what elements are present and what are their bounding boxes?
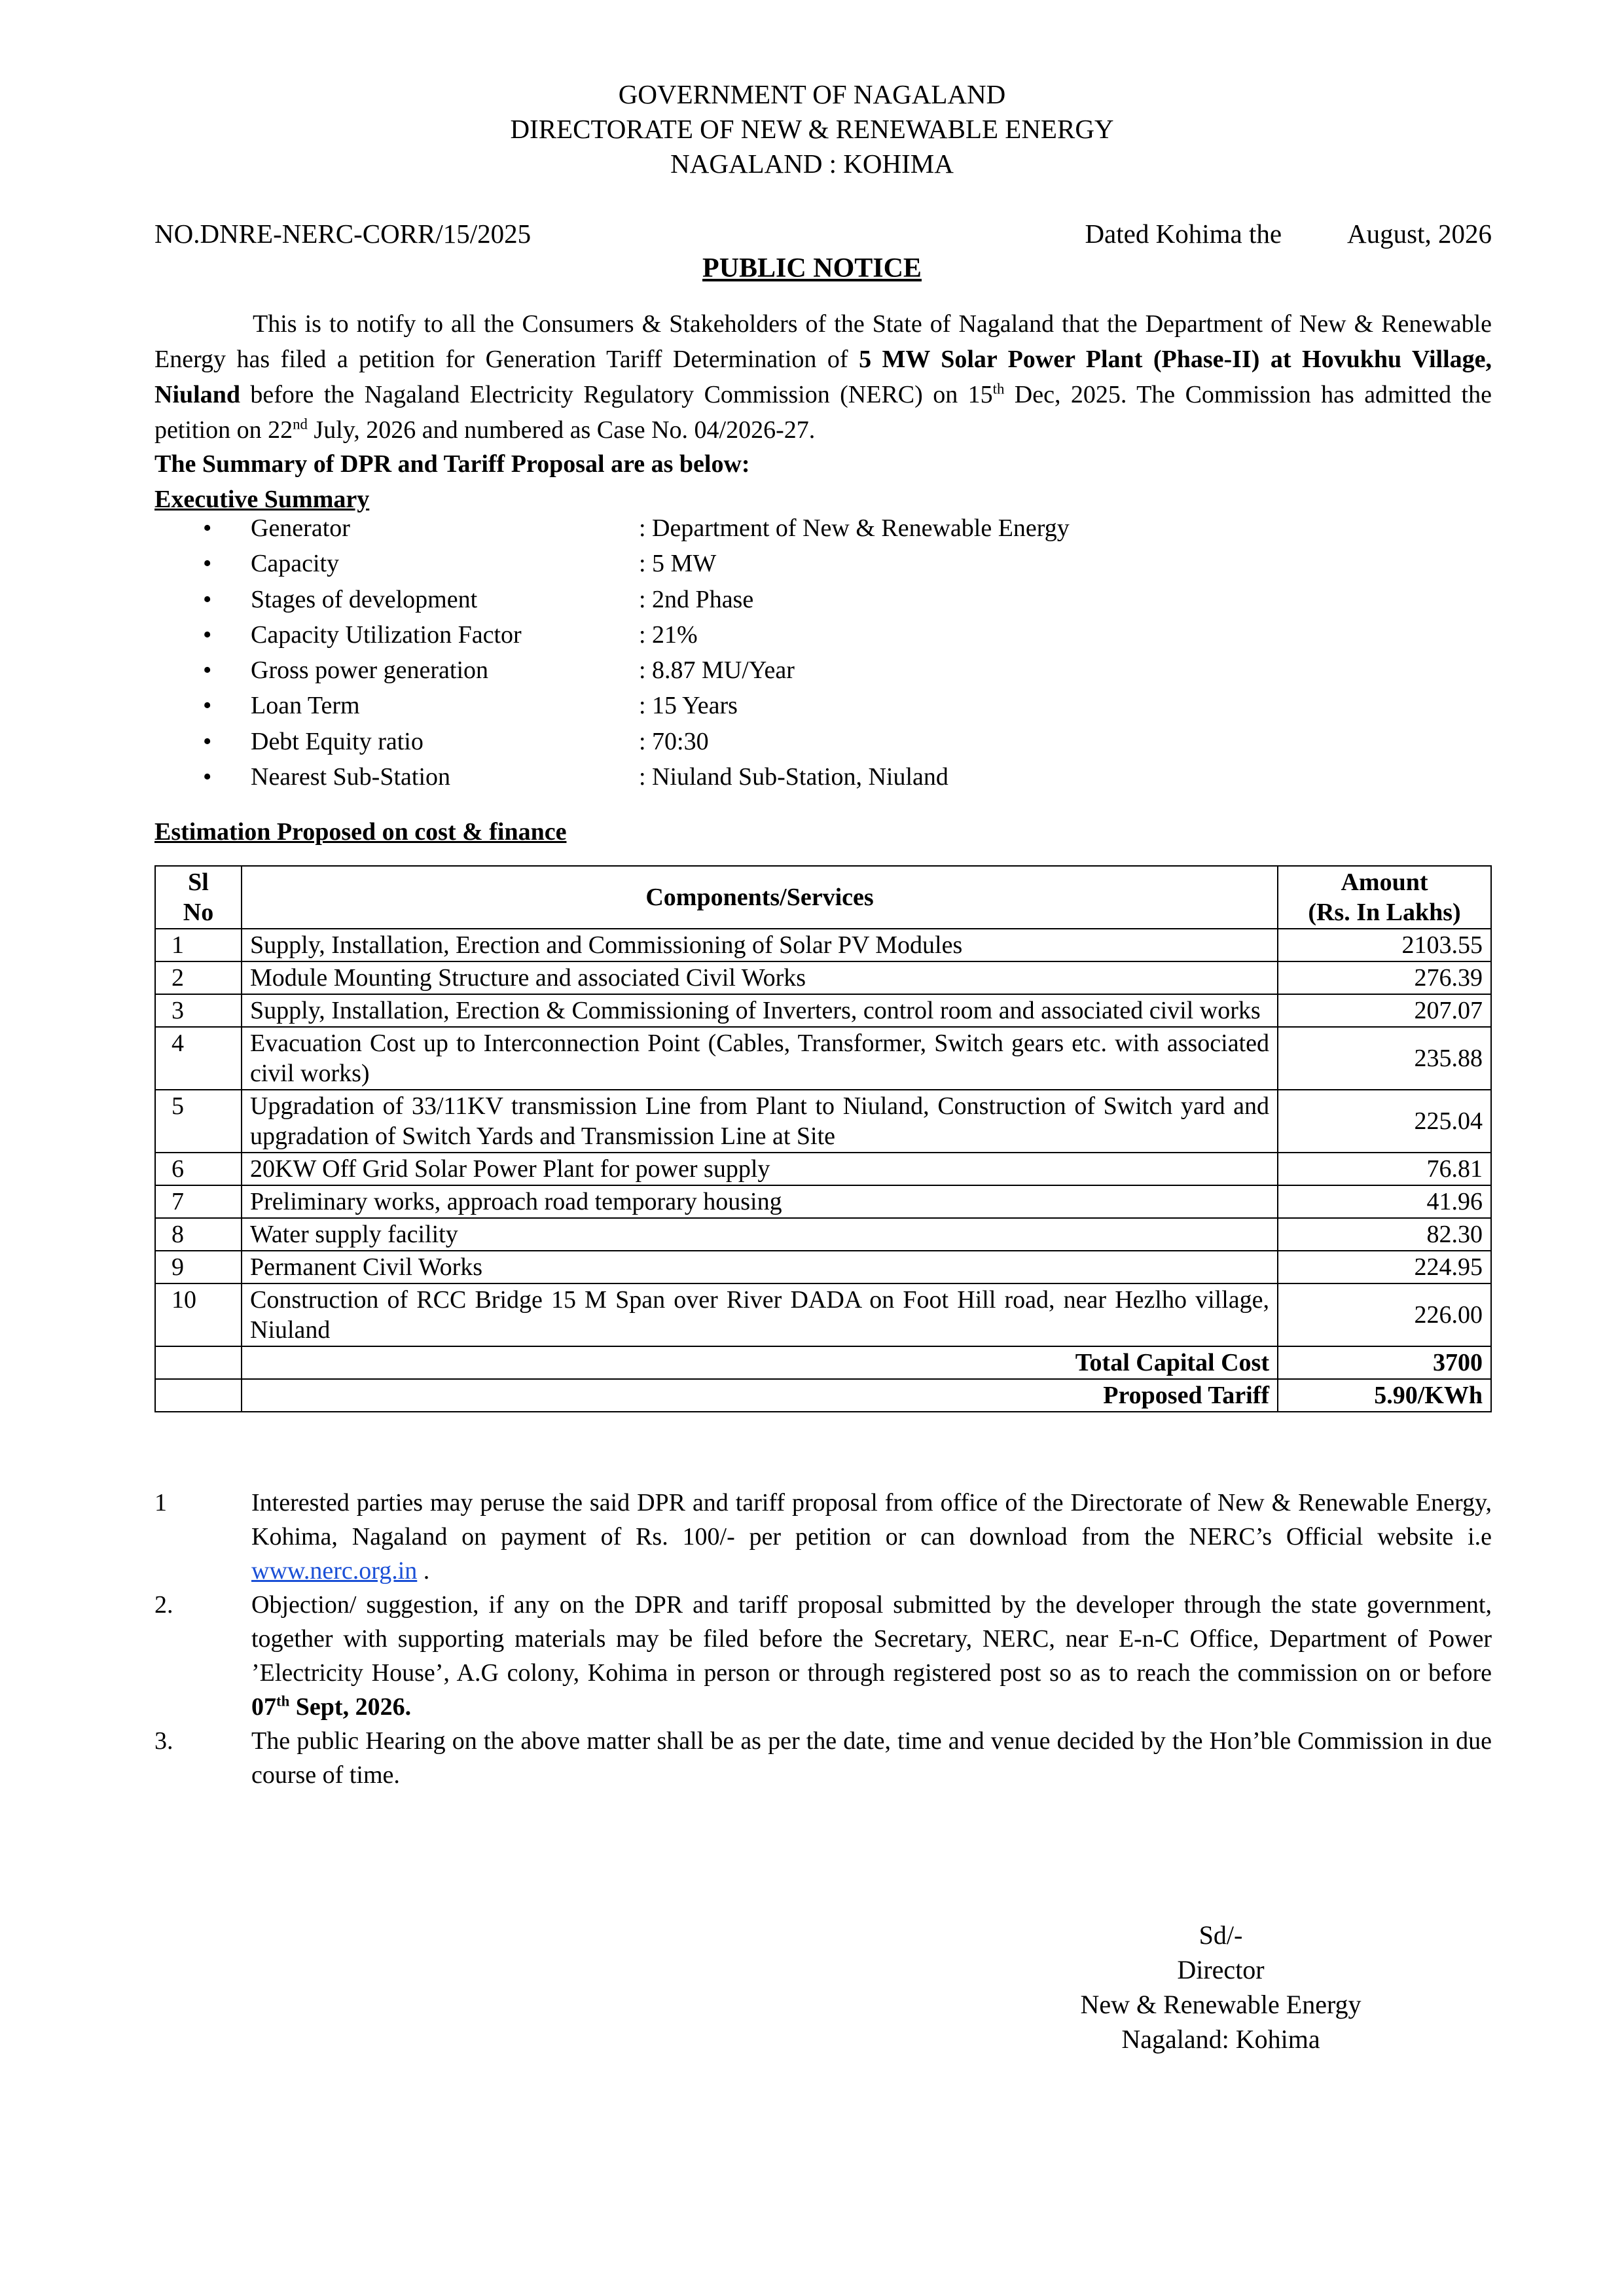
bullet-icon: • [203,727,212,755]
cell-amount: 76.81 [1278,1153,1491,1185]
cell-empty [155,1379,242,1412]
cell-amount: 41.96 [1278,1185,1491,1218]
cell-amount: 207.07 [1278,994,1491,1027]
cell-amount: 82.30 [1278,1218,1491,1251]
cell-empty [155,1346,242,1379]
table-row [155,1090,1491,1153]
table-row [155,994,1491,1027]
bullet-icon: • [203,550,212,578]
total-capital-cost-label: Total Capital Cost [242,1346,1278,1379]
reference-number: NO.DNRE-NERC-CORR/15/2025 [154,219,532,249]
signature-location: Nagaland: Kohima [1121,2024,1320,2054]
notice-title: PUBLIC NOTICE [702,253,922,283]
cell-sl: 7 [155,1185,242,1218]
header-amount [1278,866,1491,929]
estimation-heading: Estimation Proposed on cost & finance [154,818,567,846]
cost-estimation-table [154,865,1492,1412]
summary-key: Stages of development [251,585,478,613]
bullet-icon: • [203,514,212,542]
header-amount-line2: (Rs. In Lakhs) [1308,899,1461,926]
cell-amount: 225.04 [1278,1090,1491,1153]
point-number: 3. [154,1727,173,1755]
intro-text-3: Dec, 2025. The Commission has admitted the petition on 22 [154,381,1492,444]
cell-amount: 226.00 [1278,1283,1491,1346]
intro-project-name: 5 MW Solar Power Plant (Phase-II) at Hovukhu Village, Niuland [154,346,1492,408]
bullet-icon: • [203,763,212,791]
point-3 [154,1724,1492,1792]
cell-component: Water supply facility [242,1218,1278,1251]
table-header-row [155,866,1491,929]
summary-value: : 15 Years [639,692,738,720]
proposed-tariff-label: Proposed Tariff [242,1379,1278,1412]
intro-sup-1: th [992,380,1005,397]
header-sl-line2: No [183,899,214,926]
table-row [155,961,1491,994]
table-row [155,929,1491,961]
point-2 [154,1588,1492,1724]
table-row [155,1283,1491,1346]
cell-sl: 6 [155,1153,242,1185]
point-1 [154,1486,1492,1588]
cell-component: 20KW Off Grid Solar Power Plant for power supply [242,1153,1278,1185]
cell-sl: 2 [155,961,242,994]
total-capital-cost-value: 3700 [1278,1346,1491,1379]
summary-key: Loan Term [251,692,360,720]
summary-value: : Department of New & Renewable Energy [639,514,1070,542]
table-row [155,1153,1491,1185]
point-1-text-a: Interested parties may peruse the said DPR and tariff proposal from office of the Directorate of New & Renewable Energy, Kohima, Nagaland on payment of Rs. 100/- per petition or can download from the NERC’s Official website i.e [251,1489,1492,1551]
cell-sl: 8 [155,1218,242,1251]
summary-key: Capacity [251,550,340,578]
signature-designation: Director [1177,1955,1265,1984]
table-row [155,1218,1491,1251]
table-row [155,1185,1491,1218]
table-row [155,1251,1491,1283]
cell-component: Preliminary works, approach road temporary housing [242,1185,1278,1218]
cell-sl: 10 [155,1283,242,1346]
letterhead-line-government: GOVERNMENT OF NAGALAND [618,79,1006,109]
intro-sup-2: nd [293,416,308,433]
summary-key: Nearest Sub-Station [251,763,451,791]
cell-component: Permanent Civil Works [242,1251,1278,1283]
cell-amount: 276.39 [1278,961,1491,994]
header-sl-no [155,866,242,929]
header-components: Components/Services [242,866,1278,929]
cell-amount: 235.88 [1278,1027,1491,1090]
summary-intro: The Summary of DPR and Tariff Proposal are as below: [154,450,750,478]
point-text: The public Hearing on the above matter shall be as per the date, time and venue decided by the Hon’ble Commission in due course of time. [251,1727,1492,1789]
dated-line [1085,216,1492,252]
intro-text-4: July, 2026 and numbered as Case No. 04/2026-27. [307,416,816,444]
dated-value: August, 2026 [1347,219,1492,249]
bullet-icon: • [203,656,212,685]
cell-component: Supply, Installation, Erection & Commissioning of Inverters, control room and associated civil works [242,994,1278,1027]
cell-amount: 2103.55 [1278,929,1491,961]
point-2-text-a: Objection/ suggestion, if any on the DPR and tariff proposal submitted by the developer through the state government, together with supporting materials may be filed before the Secretary, NERC, near E-n-C Office, Department of Power ’Electricity House’, A.G colony, Kohima in person or through registered post so as to reach the commission on or before [251,1591,1492,1687]
deadline-month: Sept, 2026. [289,1693,412,1721]
summary-key: Debt Equity ratio [251,727,424,755]
deadline-sup: th [276,1693,290,1710]
summary-value: : Niuland Sub-Station, Niuland [639,763,948,791]
cell-component: Evacuation Cost up to Interconnection Point (Cables, Transformer, Switch gears etc. with associated civil works) [242,1027,1278,1090]
cell-sl: 3 [155,994,242,1027]
summary-value: : 2nd Phase [639,585,754,613]
summary-key: Capacity Utilization Factor [251,620,522,649]
point-text [251,1588,1492,1724]
signature-sd: Sd/- [1199,1920,1243,1950]
cell-sl: 5 [155,1090,242,1153]
letterhead-line-location: NAGALAND : KOHIMA [670,149,954,179]
bullet-icon: • [203,620,212,649]
nerc-website-link[interactable]: www.nerc.org.in [251,1557,418,1585]
proposed-tariff-value: 5.90/KWh [1278,1379,1491,1412]
table-row [155,1027,1491,1090]
point-number: 2. [154,1591,173,1619]
intro-text-2: before the Nagaland Electricity Regulatory Commission (NERC) on 15 [240,381,993,408]
notice-points [154,1486,1492,1792]
cell-sl: 1 [155,929,242,961]
summary-value: : 5 MW [639,550,717,578]
cell-component: Construction of RCC Bridge 15 M Span over River DADA on Foot Hill road, near Hezlho village, Niuland [242,1283,1278,1346]
point-number: 1 [154,1489,167,1516]
header-sl-line1: Sl [188,869,209,896]
summary-value: : 70:30 [639,727,709,755]
point-text [251,1486,1492,1588]
letterhead [0,77,1624,181]
deadline-day: 07 [251,1693,276,1721]
total-capital-cost-row [155,1346,1491,1379]
bullet-icon: • [203,585,212,613]
point-2-deadline [251,1693,411,1721]
executive-summary-heading: Executive Summary [154,486,370,513]
summary-value: : 8.87 MU/Year [639,656,795,685]
cell-amount: 224.95 [1278,1251,1491,1283]
summary-value: : 21% [639,620,698,649]
cell-component: Module Mounting Structure and associated Civil Works [242,961,1278,994]
header-amount-line1: Amount [1341,869,1428,896]
signature-block [1067,1918,1375,2056]
cell-component: Upgradation of 33/11KV transmission Line from Plant to Niuland, Construction of Switch yard and upgradation of Switch Yards and Transmission Line at Site [242,1090,1278,1153]
proposed-tariff-row [155,1379,1491,1412]
intro-paragraph [154,306,1492,448]
dated-label: Dated Kohima the [1085,219,1282,249]
intro-text-1: This is to notify to all the Consumers & Stakeholders of the State of Nagaland that the Department of New & Renewable Energy has filed a petition for Generation Tariff Determination of [154,310,1492,373]
bullet-icon: • [203,692,212,720]
letterhead-line-directorate: DIRECTORATE OF NEW & RENEWABLE ENERGY [510,114,1114,144]
summary-key: Generator [251,514,350,542]
cell-sl: 9 [155,1251,242,1283]
signature-department: New & Renewable Energy [1080,1990,1362,2019]
cell-sl: 4 [155,1027,242,1090]
summary-key: Gross power generation [251,656,489,685]
point-1-text-b: . [417,1557,430,1585]
cell-component: Supply, Installation, Erection and Commissioning of Solar PV Modules [242,929,1278,961]
